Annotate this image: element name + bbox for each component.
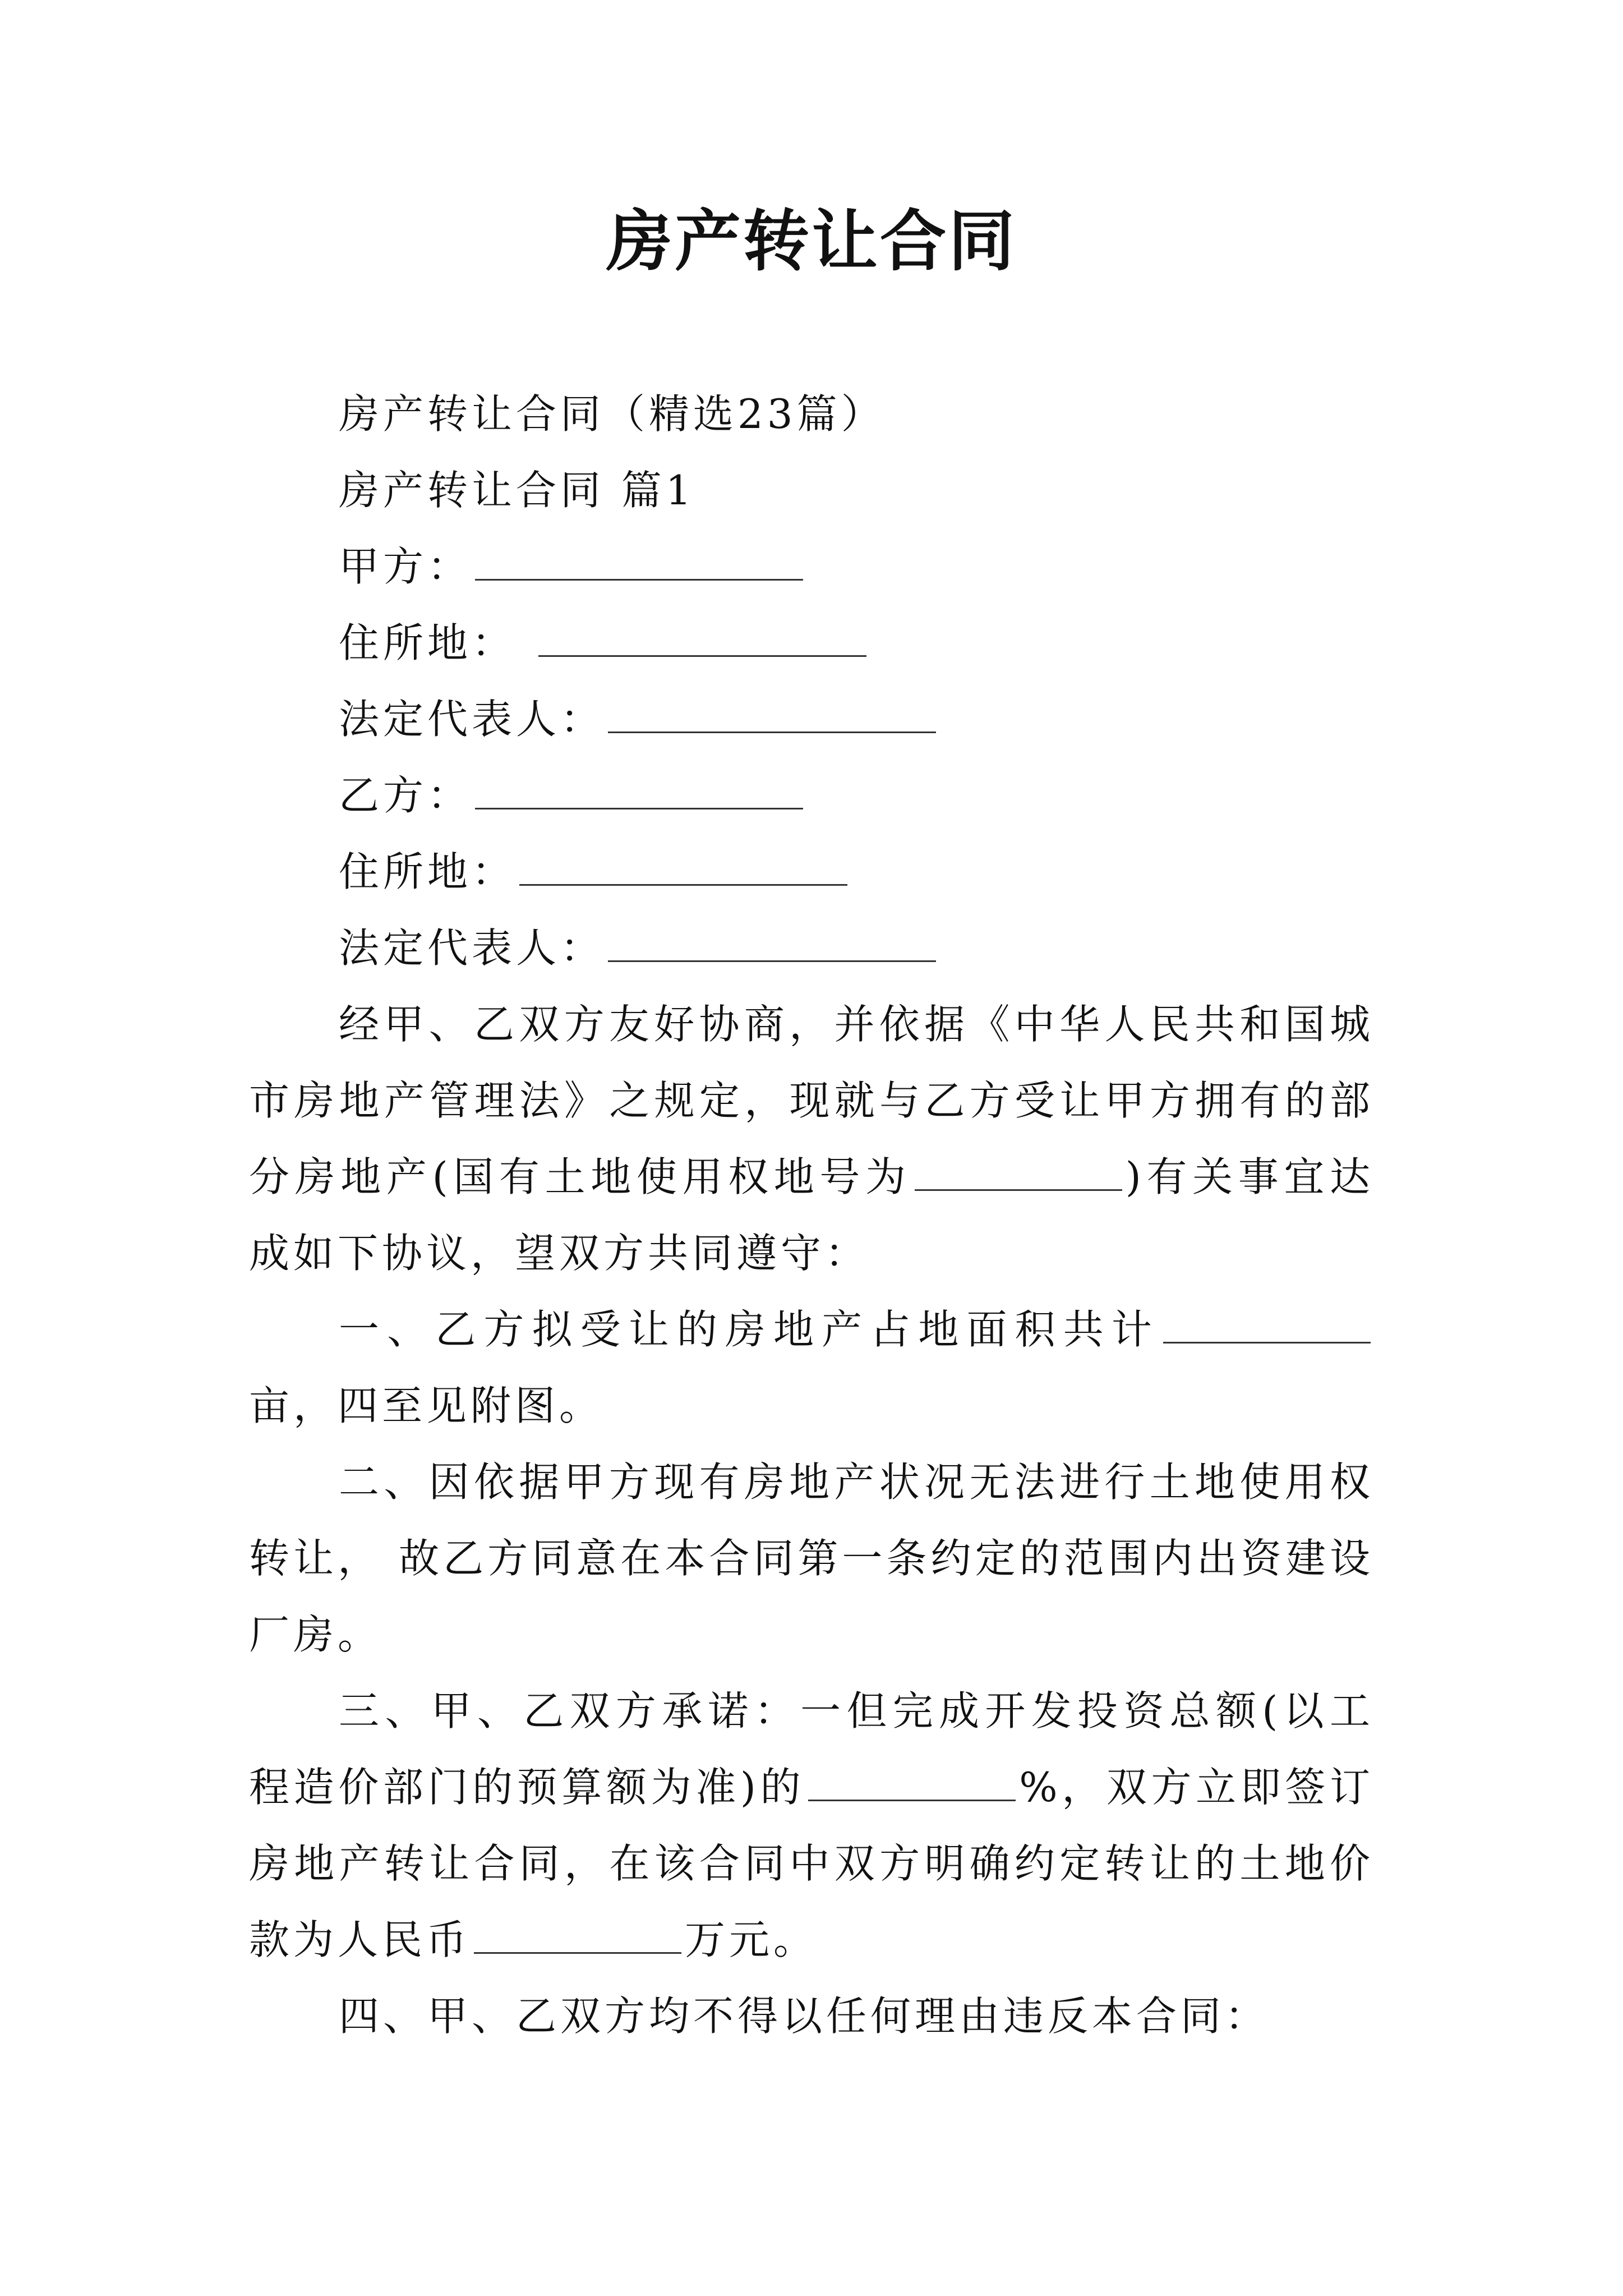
document-subtitle: 房产转让合同（精选23篇） [339,390,886,438]
clause-4: 四、甲、乙双方均不得以任何理由违反本合同： [339,1993,1270,2040]
clause-1 [249,1291,1374,1444]
party-a-rep-line [249,681,1374,757]
clause-3-text-1: 三、甲、乙双方承诺：一但完成开发投资总额(以工程造价部门的预算额为准)的 [249,1687,1374,1811]
clause-3-text-3: 万元。 [685,1916,818,1963]
party-b-line [249,757,1374,834]
clause-2: 二、因依据甲方现有房地产状况无法进行土地使用权转让， 故乙方同意在本合同第一条约定的范围内出资建设厂房。 [249,1458,1374,1658]
party-b-rep-label: 法定代表人： [339,924,605,972]
area-blank [1163,1307,1371,1343]
party-a-address-blank [538,620,866,657]
party-b-rep-blank [608,926,936,962]
party-a-line [249,528,1374,605]
land-number-blank [915,1154,1122,1191]
party-b-rep-line [249,910,1374,986]
percent-blank [808,1765,1016,1801]
clause-1-text-1: 一、乙方拟受让的房地产占地面积共计 [339,1306,1160,1353]
clause-3-text-2: %，双方立即签订房地产转让合同，在该合同中双方明确约定转让的土地价款为人民币 [249,1764,1375,1963]
party-a-address-line [249,605,1374,681]
party-b-blank [475,773,803,809]
party-a-rep-blank [608,697,936,733]
party-a-rep-label: 法定代表人： [339,696,605,743]
party-b-address-blank [519,849,847,886]
intro-paragraph [249,986,1374,1291]
party-b-label: 乙方： [339,772,472,819]
document-body [249,376,1374,2054]
party-b-address-line [249,834,1374,910]
party-a-address-label: 住所地： [339,619,517,666]
party-a-blank [475,544,803,581]
price-blank [474,1917,681,1954]
party-a-label: 甲方： [339,543,472,590]
section-heading: 房产转让合同 篇1 [339,467,695,514]
party-b-address-label: 住所地： [339,848,517,895]
intro-text-1: 经甲、乙双方友好协商，并依据《中华人民共和国城市房地产管理法》之规定，现就与乙方受让甲方拥有的部分房地产(国有土地使用权地号为 [249,1001,1374,1200]
intro-text-2: )有关事宜达成如下协议，望双方共同遵守： [249,1153,1374,1277]
document-title: 房产转让合同 [606,202,1017,280]
clause-1-text-2: 亩，四至见附图。 [249,1382,604,1429]
clause-3 [249,1673,1374,1978]
